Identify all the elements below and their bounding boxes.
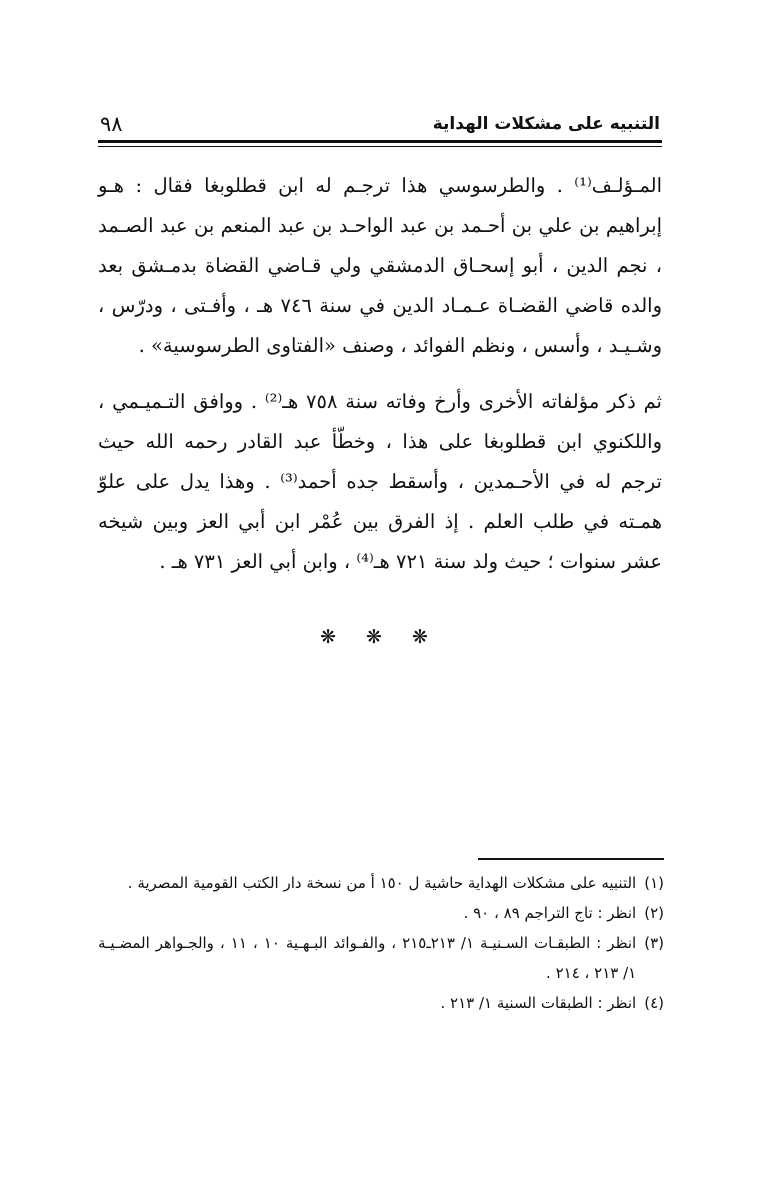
footnote-text: التنبيه على مشكلات الهداية حاشية ل ١٥٠ أ من نسخة دار الكتب القومية المصرية . [127, 874, 637, 892]
running-header-title: التنبيه على مشكلات الهداية [432, 114, 660, 134]
footnote-number: (٢) [644, 904, 664, 922]
section-divider: ❋ ❋ ❋ [320, 626, 440, 648]
footnote-text: انظر : الطبقات السنية ١/ ٢١٣ . [440, 994, 637, 1012]
footnote-text: انظر : تاج التراجم ٨٩ ، ٩٠ . [463, 904, 637, 922]
footnote-item [98, 928, 664, 988]
paragraph-1: المـؤلـف⁽¹⁾ . والطرسوسي هذا ترجـم له ابن قطلوبغا فقال : هـو إبراهيم بن علي بن أحـمد بن عبد الواحـد بن عبد المنعم بن عبد الصـمد ، نجم الدين ، أبو إسحـاق الدمشقي ولي قـاضي القضاة بدمـشق بعد والده قاضي القضـاة عـمـاد الدين في سنة ٧٤٦ هـ ، وأفـتى ، ودرّس ، وشـيـد ، وأسس ، ونظم الفوائد ، وصنف «الفتاوى الطرسوسية» . [98, 174, 662, 357]
footnotes [98, 868, 664, 1018]
footnote-item [98, 868, 664, 898]
footnote-item [98, 988, 664, 1018]
footnote-text: انظر : الطبقـات السـنيـة ١/ ٢١٣ـ٢١٥ ، والفـوائد البـهـية ١٠ ، ١١ ، والجـواهر المضـيـة ١/ ٢١٣ ، ٢١٤ . [98, 934, 637, 982]
footnote-number: (٤) [644, 994, 664, 1012]
header-rule-thin [98, 146, 662, 147]
footnote-rule [478, 858, 664, 860]
body-text [98, 166, 662, 582]
footnote-item [98, 898, 664, 928]
footnote-number: (٣) [644, 934, 664, 952]
header-rule-thick [98, 140, 662, 143]
page-number: ٩٨ [100, 112, 123, 136]
footnote-number: (١) [644, 874, 664, 892]
paragraph-2: ثم ذكر مؤلفاته الأخرى وأرخ وفاته سنة ٧٥٨ هـ⁽²⁾ . ووافق التـميـمي ، واللكنوي ابن قطلوبغا على هذا ، وخطّأ عبد القادر رحمه الله حيث ترجم له في الأحـمدين ، وأسقط جده أحمد⁽³⁾ . وهذا يدل على علوّ همـته في طلب العلم . إذ الفرق بين عُمْر ابن أبي العز وبين شيخه عشر سنوات ؛ حيث ولد سنة ٧٢١ هـ⁽⁴⁾ ، وابن أبي العز ٧٣١ هـ . [98, 390, 662, 573]
